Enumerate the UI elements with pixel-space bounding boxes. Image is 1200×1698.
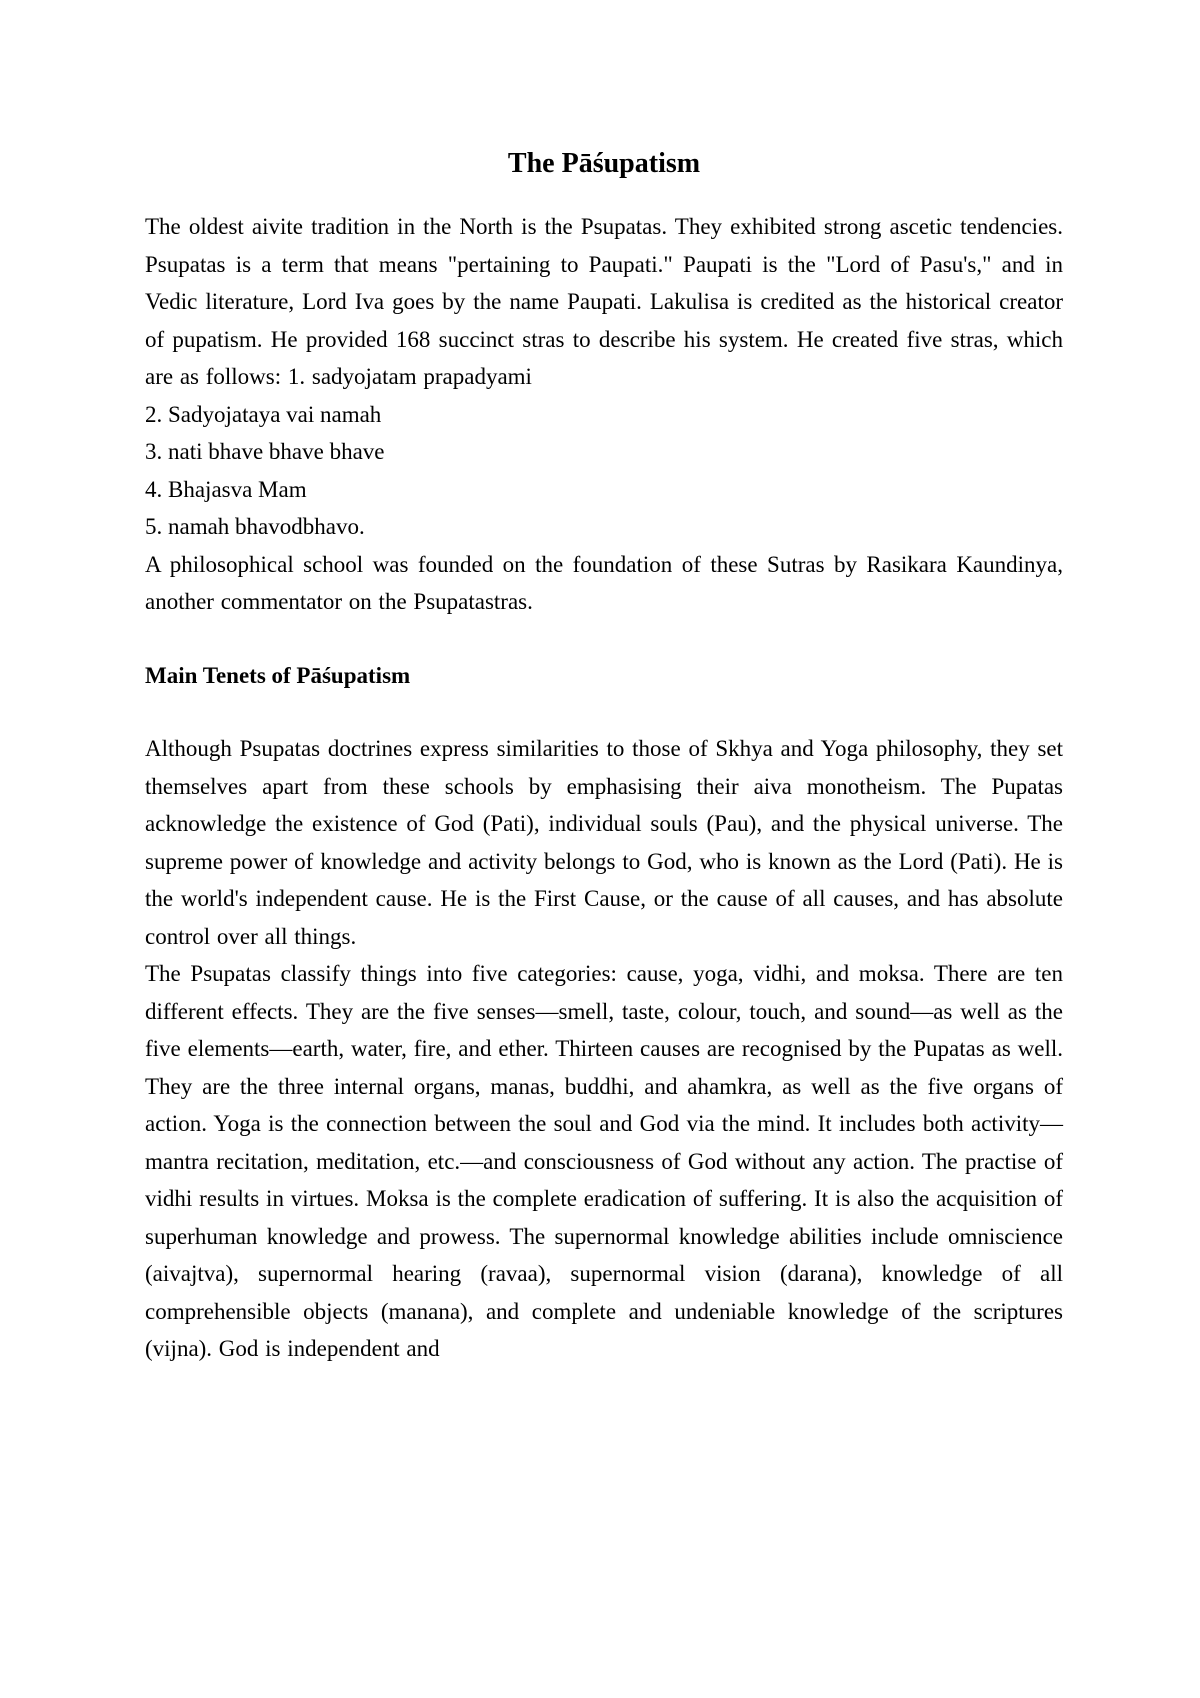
tenets-paragraph-1: Although Psupatas doctrines express similarities to those of Skhya and Yoga philosophy, they set themselves apart from these schools by emphasising their aiva monotheism. The Pupatas acknowledge the existence of God (Pati), individual souls (Pau), and the physical universe. The supreme power of knowledge and activity belongs to God, who is known as the Lord (Pati). He is the world's independent cause. He is the First Cause, or the cause of all causes, and has absolute control over all things. bbox=[145, 736, 1063, 949]
document-page bbox=[145, 140, 1063, 1368]
list-item: 4. Bhajasva Mam bbox=[145, 476, 307, 502]
list-item: 3. nati bhave bhave bhave bbox=[145, 439, 385, 464]
intro-paragraph: The oldest aivite tradition in the North is the Psupatas. They exhibited strong ascetic tendencies. Psupatas is a term that means "pertaining to Paupati." Paupati is the "Lord of Pasu's," and in Vedic literature, Lord Iva goes by the name Paupati. Lakulisa is credited as the historical creator of pupatism. He provided 168 succinct stras to describe his system. He created five stras, which are as follows: 1. sadyojatam prapadyami bbox=[145, 214, 1063, 389]
document-title: The Pāśupatism bbox=[507, 148, 701, 179]
sutra-list bbox=[145, 396, 1063, 546]
school-paragraph: A philosophical school was founded on the foundation of these Sutras by Rasikara Kaundinya, another commentator on the Psupatastras. bbox=[145, 551, 1063, 614]
tenets-paragraph-2: The Psupatas classify things into five categories: cause, yoga, vidhi, and moksa. There are ten different effects. They are the five senses—smell, taste, colour, touch, and sound—as well as the five elements—earth, water, fire, and ether. Thirteen causes are recognised by the Pupatas as well. They are the three internal organs, manas, buddhi, and ahamkra, as well as the five organs of action. Yoga is the connection between the soul and God via the mind. It includes both activity—mantra recitation, meditation, etc.—and consciousness of God without any action. The practise of vidhi results in virtues. Moksa is the complete eradication of suffering. It is also the acquisition of superhuman knowledge and prowess. The supernormal knowledge abilities include omniscience (aivajtva), supernormal hearing (ravaa), supernormal vision (darana), knowledge of all comprehensible objects (manana), and complete and undeniable knowledge of the scriptures (vijna). God is independent and bbox=[145, 961, 1063, 1361]
section-heading: Main Tenets of Pāśupatism bbox=[145, 662, 411, 688]
list-item: 2. Sadyojataya vai namah bbox=[145, 401, 382, 427]
list-item: 5. namah bhavodbhavo. bbox=[145, 514, 365, 539]
